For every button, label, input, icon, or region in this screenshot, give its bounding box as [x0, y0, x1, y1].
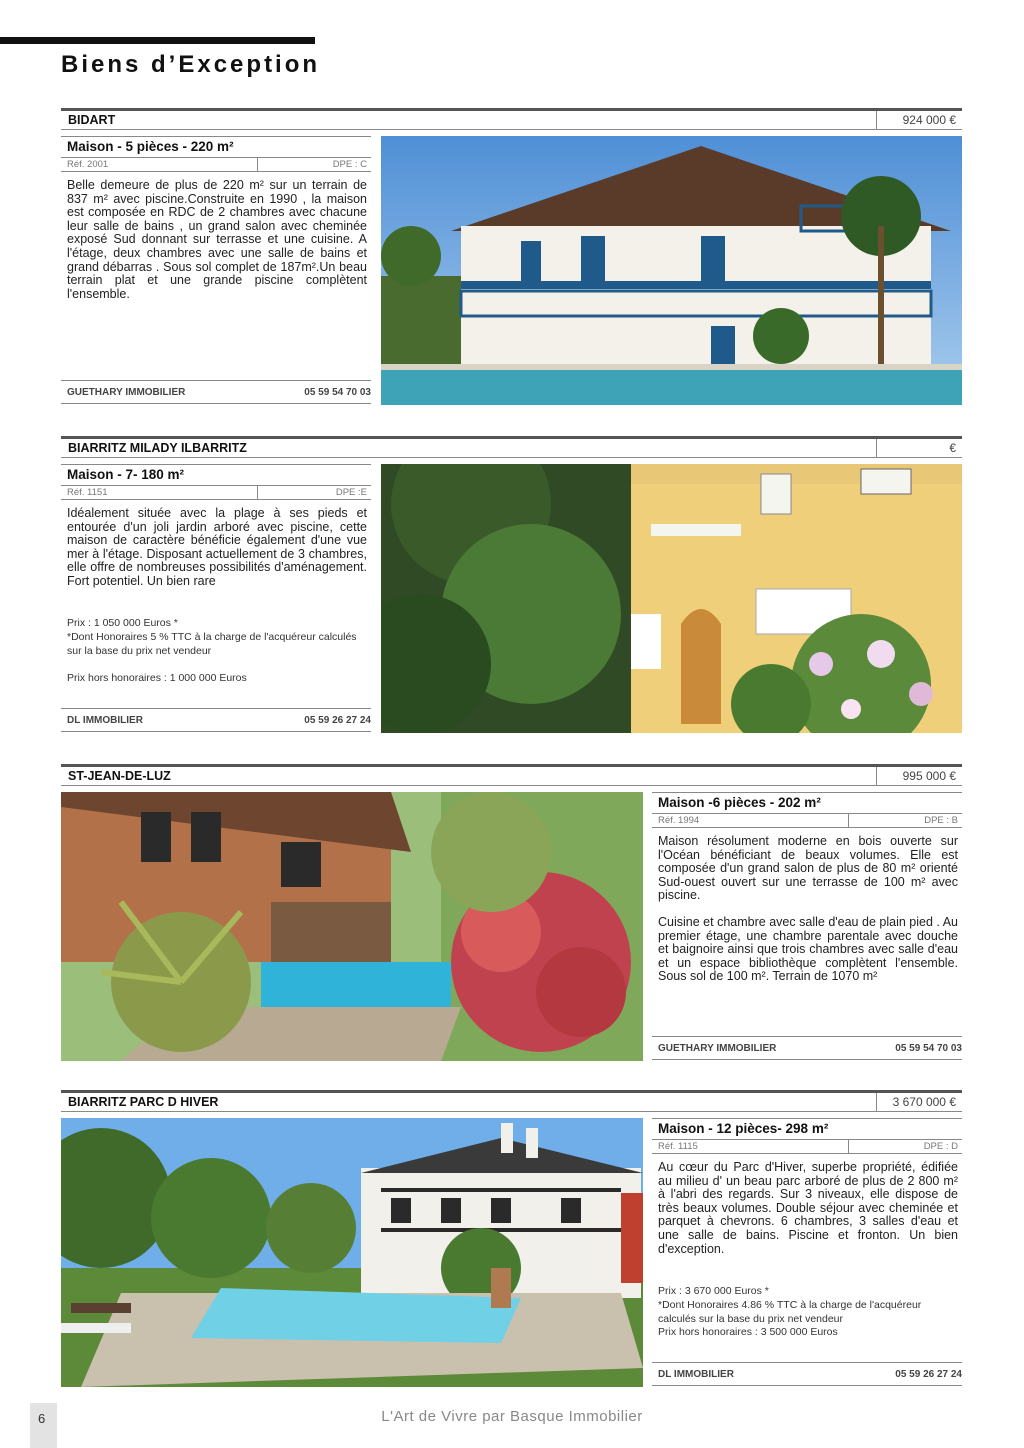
- listing-city: BIARRITZ MILADY ILBARRITZ: [68, 441, 247, 455]
- ref-row: [61, 158, 371, 172]
- property-type: Maison -6 pièces - 202 m²: [652, 792, 962, 814]
- property-photo: [61, 792, 643, 1061]
- page-footer: L'Art de Vivre par Basque Immobilier: [381, 1408, 643, 1425]
- listing-biarritz-milady[interactable]: [61, 436, 962, 734]
- page-title: Biens d’Exception: [61, 51, 321, 78]
- property-photo: [381, 464, 962, 733]
- listing-city: BIDART: [68, 113, 116, 127]
- property-photo: [381, 136, 962, 405]
- description: Maison résolument moderne en bois ouverte sur l'Océan bénéficiant de beaux volumes. Elle est composée d'un grand salon de plus de 80 m² orienté Sud-ouest ouvert sur une terrasse de 100 m² avec piscine. Cuisine et chambre avec salle d'eau de plain pied . Au premier étage, une chambre parentale avec douche et baignoire ainsi que trois chambres avec salle d'eau et un espace bibliothèque complètent l'ensemble. Sous sol de 100 m². Terrain de 1070 m²: [658, 834, 958, 984]
- top-accent-bar: [0, 37, 315, 44]
- dpe-rating: DPE : D: [848, 1140, 962, 1153]
- description: Au cœur du Parc d'Hiver, superbe propriété, édifiée au milieu d' un beau parc arboré de plus de 2 800 m² à l'abri des regards. Sur 3 niveaux, elle dispose de très beaux volumes. Double séjour avec cheminée et parquet à chevrons. 6 chambres, 3 salles d'eau et une salle de bains. Piscine et fronton. Un bien d'exception.: [658, 1160, 958, 1256]
- agency-phone[interactable]: 05 59 26 27 24: [304, 715, 371, 726]
- reference: Réf. 1115: [658, 1141, 698, 1152]
- agency-phone[interactable]: 05 59 26 27 24: [895, 1369, 962, 1380]
- listing-price: €: [876, 439, 962, 457]
- dpe-rating: DPE : C: [257, 158, 371, 171]
- agency-bar: [652, 1036, 962, 1060]
- price-detail: Prix : 1 050 000 Euros *: [67, 617, 178, 629]
- fees-note: *Dont Honoraires 4.86 % TTC à la charge de l'acquéreur calculés sur la base du prix net vendeur: [658, 1299, 922, 1325]
- dpe-rating: DPE : B: [848, 814, 962, 827]
- agency-name: DL IMMOBILIER: [658, 1369, 734, 1380]
- price-detail: Prix : 3 670 000 Euros *: [658, 1285, 769, 1297]
- agency-bar: [652, 1362, 962, 1386]
- net-price: Prix hors honoraires : 1 000 000 Euros: [67, 672, 247, 684]
- fees-note: *Dont Honoraires 5 % TTC à la charge de l'acquéreur calculés sur la base du prix net vendeur: [67, 631, 357, 657]
- listing-price: 995 000 €: [876, 767, 962, 785]
- agency-bar: [61, 708, 371, 732]
- ref-row: [652, 1140, 962, 1154]
- reference: Réf. 2001: [67, 159, 109, 170]
- agency-bar: [61, 380, 371, 404]
- agency-phone[interactable]: 05 59 54 70 03: [304, 387, 371, 398]
- listing-header: [61, 436, 962, 458]
- listing-header: [61, 1090, 962, 1112]
- dpe-rating: DPE :E: [257, 486, 371, 499]
- listing-header: [61, 764, 962, 786]
- property-type: Maison - 12 pièces- 298 m²: [652, 1118, 962, 1140]
- property-type: Maison - 7- 180 m²: [61, 464, 371, 486]
- agency-phone[interactable]: 05 59 54 70 03: [895, 1043, 962, 1054]
- listing-header: [61, 108, 962, 130]
- agency-name: GUETHARY IMMOBILIER: [67, 387, 186, 398]
- property-photo: [61, 1118, 643, 1387]
- listing-price: 924 000 €: [876, 111, 962, 129]
- listing-city: ST-JEAN-DE-LUZ: [68, 769, 171, 783]
- agency-name: DL IMMOBILIER: [67, 715, 143, 726]
- description: Belle demeure de plus de 220 m² sur un terrain de 837 m² avec piscine.Construite en 1990 , la maison est composée en RDC de 2 chambres avec chacune leur salle de bains , un grand salon avec cheminée exposé Sud donnant sur terrasse et une cuisine. A l'étage, deux chambres avec une salle de bains et grand débarras . Sous sol complet de 187m².Un beau terrain plat et une grande piscine complètent l'ensemble.: [67, 178, 367, 301]
- page-number: 6: [38, 1411, 46, 1426]
- listing-biarritz-parc-d-hiver[interactable]: [61, 1090, 962, 1388]
- agency-name: GUETHARY IMMOBILIER: [658, 1043, 777, 1054]
- net-price: Prix hors honoraires : 3 500 000 Euros: [658, 1326, 838, 1338]
- listing-price: 3 670 000 €: [876, 1093, 962, 1111]
- ref-row: [61, 486, 371, 500]
- ref-row: [652, 814, 962, 828]
- listing-bidart[interactable]: [61, 108, 962, 406]
- reference: Réf. 1994: [658, 815, 700, 826]
- description: Idéalement située avec la plage à ses pieds et entourée d'un joli jardin arboré avec piscine, cette maison de caractère bénéficie également d'une vue mer à l'étage. Disposant actuellement de 3 chambres, elle offre de nombreuses possibilités d'aménagement. Fort potentiel. Un bien rare: [67, 506, 367, 588]
- listing-st-jean-de-luz[interactable]: [61, 764, 962, 1062]
- property-type: Maison - 5 pièces - 220 m²: [61, 136, 371, 158]
- listing-city: BIARRITZ PARC D HIVER: [68, 1095, 219, 1109]
- reference: Réf. 1151: [67, 487, 108, 498]
